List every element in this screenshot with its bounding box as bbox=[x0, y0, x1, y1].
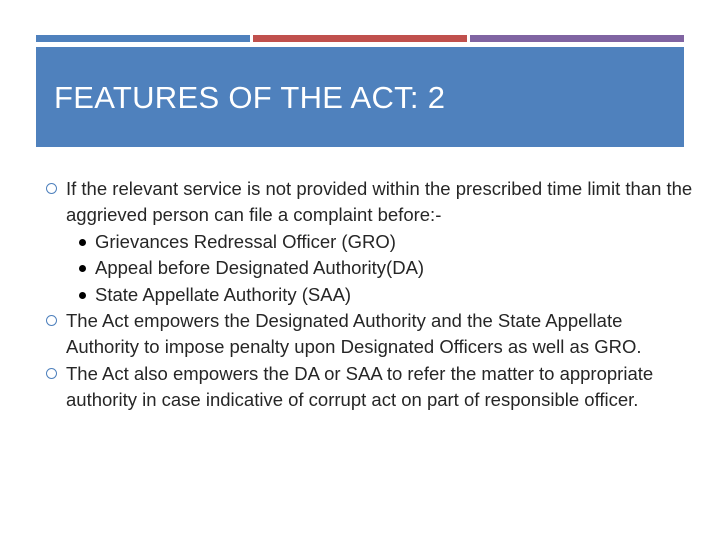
bullet-item bbox=[36, 308, 696, 361]
open-circle-bullet-icon bbox=[46, 368, 57, 379]
filled-dot-bullet-icon bbox=[79, 292, 86, 299]
filled-dot-bullet-icon bbox=[79, 239, 86, 246]
sub-item bbox=[36, 255, 696, 281]
title-band bbox=[36, 47, 684, 147]
bullet-text: If the relevant service is not provided within the prescribed time limit than the aggrieved person can file a complaint before:- bbox=[66, 178, 693, 226]
open-circle-bullet-icon bbox=[46, 183, 57, 194]
bullet-text: The Act empowers the Designated Authority and the State Appellate Authority to impose penalty upon Designated Officers as well as GRO. bbox=[66, 310, 642, 358]
slide-title: FEATURES OF THE ACT: 2 bbox=[54, 80, 446, 115]
bullet-item bbox=[36, 361, 696, 414]
sub-item-text: State Appellate Authority (SAA) bbox=[95, 283, 352, 305]
sub-item bbox=[36, 282, 696, 308]
slide-body bbox=[36, 176, 696, 414]
accent-stripe-blue bbox=[36, 35, 250, 42]
bullet-item bbox=[36, 176, 696, 229]
sub-item-text: Grievances Redressal Officer (GRO) bbox=[95, 230, 396, 252]
accent-stripe-purple bbox=[470, 35, 684, 42]
bullet-text: The Act also empowers the DA or SAA to refer the matter to appropriate authority in case indicative of corrupt act on part of responsible officer. bbox=[66, 362, 654, 411]
accent-stripe-red bbox=[253, 35, 467, 42]
filled-dot-bullet-icon bbox=[79, 265, 86, 272]
open-circle-bullet-icon bbox=[46, 315, 57, 326]
sub-item bbox=[36, 229, 696, 255]
sub-item-text: Appeal before Designated Authority(DA) bbox=[95, 257, 425, 279]
